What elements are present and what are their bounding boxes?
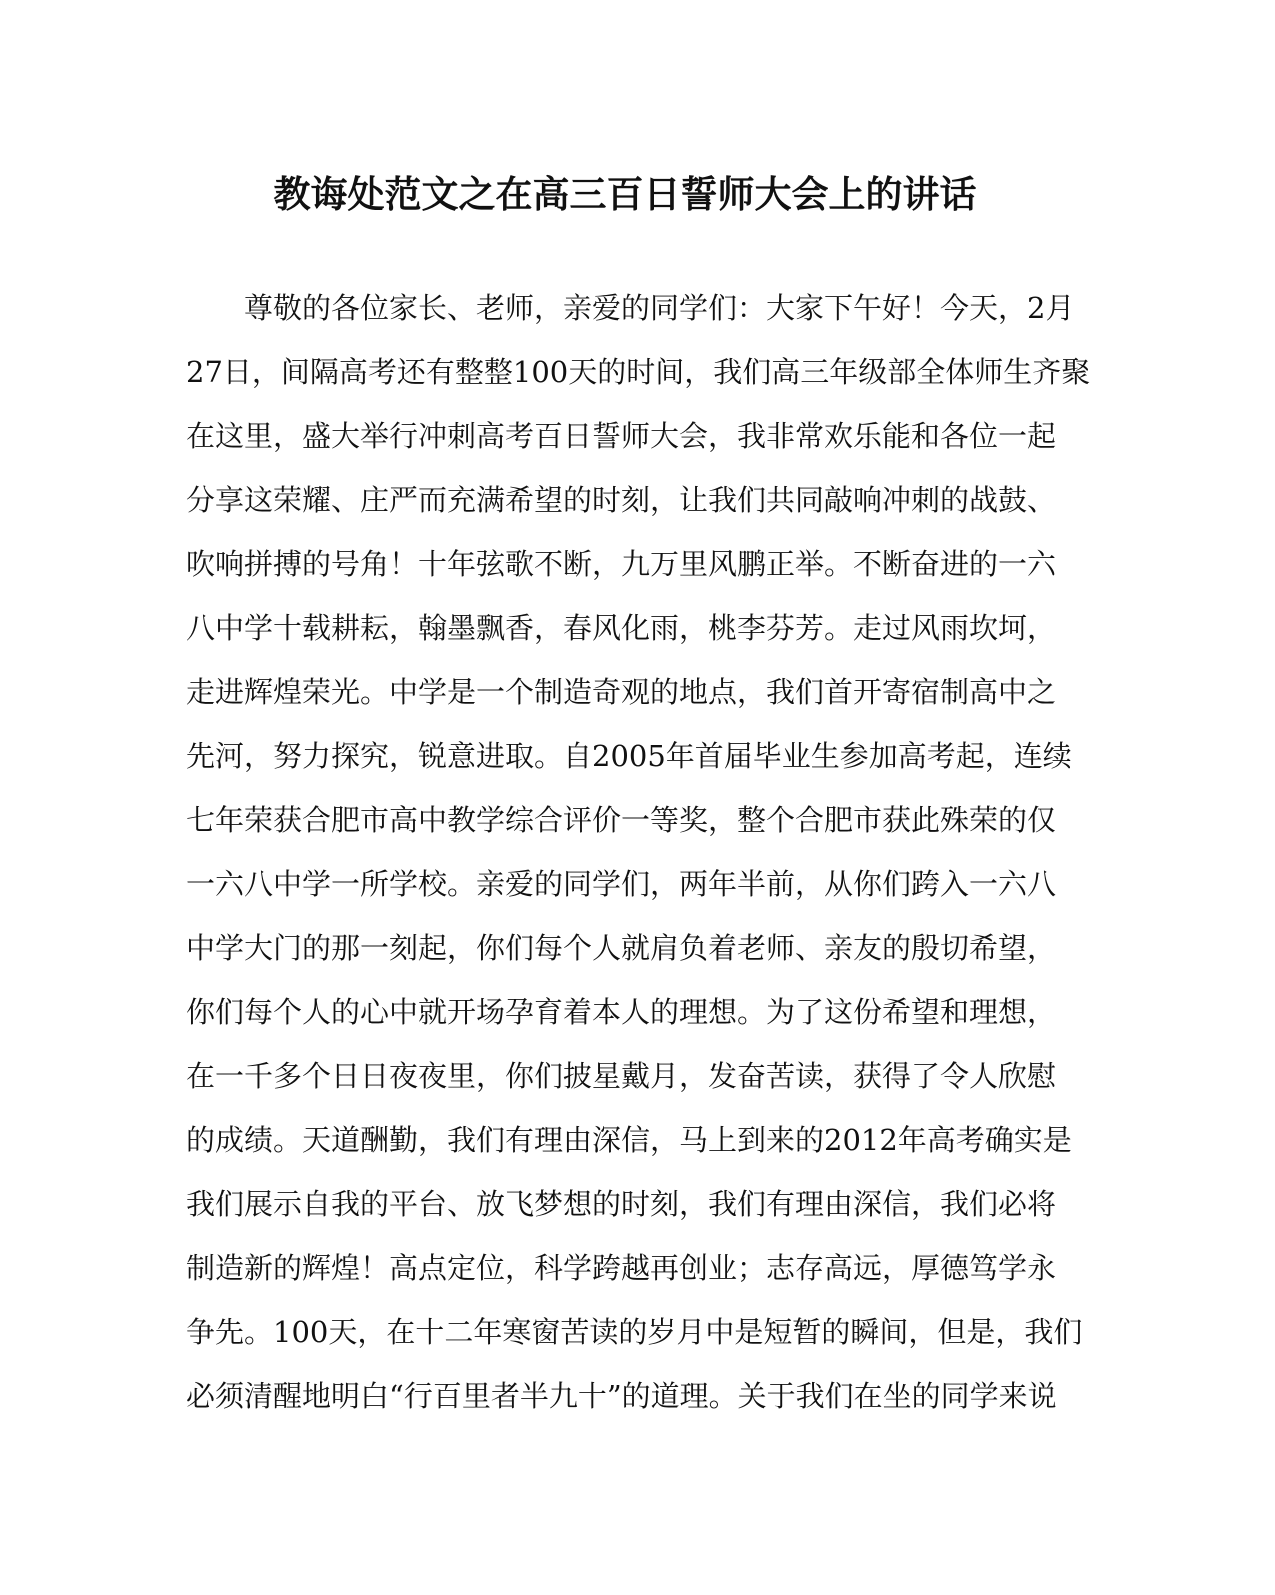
body-line: 在一千多个日日夜夜里，你们披星戴月，发奋苦读，获得了令人欣慰 (186, 1059, 1057, 1093)
body-line: 分享这荣耀、庄严而充满希望的时刻，让我们共同敲响冲刺的战鼓、 (186, 483, 1057, 517)
body-line: 的成绩。天道酬勤，我们有理由深信，马上到来的2012年高考确实是 (186, 1123, 1072, 1157)
body-line: 中学大门的那一刻起，你们每个人就肩负着老师、亲友的殷切希望， (186, 931, 1057, 965)
body-line: 吹响拼搏的号角！十年弦歌不断，九万里风鹏正举。不断奋进的一六 (186, 547, 1057, 581)
body-line: 制造新的辉煌！高点定位，科学跨越再创业；志存高远，厚德笃学永 (186, 1251, 1057, 1285)
body-line: 我们展示自我的平台、放飞梦想的时刻，我们有理由深信，我们必将 (186, 1187, 1057, 1221)
body-line: 走进辉煌荣光。中学是一个制造奇观的地点，我们首开寄宿制高中之 (186, 675, 1057, 709)
body-line: 争先。100天，在十二年寒窗苦读的岁月中是短暂的瞬间，但是，我们 (186, 1315, 1083, 1349)
body-line: 先河，努力探究，锐意进取。自2005年首届毕业生参加高考起，连续 (186, 739, 1072, 773)
document-title: 教诲处范文之在高三百日誓师大会上的讲话 (273, 172, 977, 216)
body-line: 你们每个人的心中就开场孕育着本人的理想。为了这份希望和理想， (186, 995, 1057, 1029)
body-line: 七年荣获合肥市高中教学综合评价一等奖，整个合肥市获此殊荣的仅 (186, 803, 1057, 837)
body-line: 尊敬的各位家长、老师，亲爱的同学们：大家下午好！今天，2月 (244, 291, 1075, 325)
body-line: 一六八中学一所学校。亲爱的同学们，两年半前，从你们跨入一六八 (186, 867, 1057, 901)
body-line: 八中学十载耕耘，翰墨飘香，春风化雨，桃李芬芳。走过风雨坎坷， (186, 611, 1057, 645)
body-line: 必须清醒地明白“行百里者半九十”的道理。关于我们在坐的同学来说 (186, 1379, 1057, 1413)
body-line: 在这里，盛大举行冲刺高考百日誓师大会，我非常欢乐能和各位一起 (186, 419, 1057, 453)
body-line: 27日，间隔高考还有整整100天的时间，我们高三年级部全体师生齐聚 (186, 355, 1091, 389)
document-body (186, 276, 1091, 1428)
